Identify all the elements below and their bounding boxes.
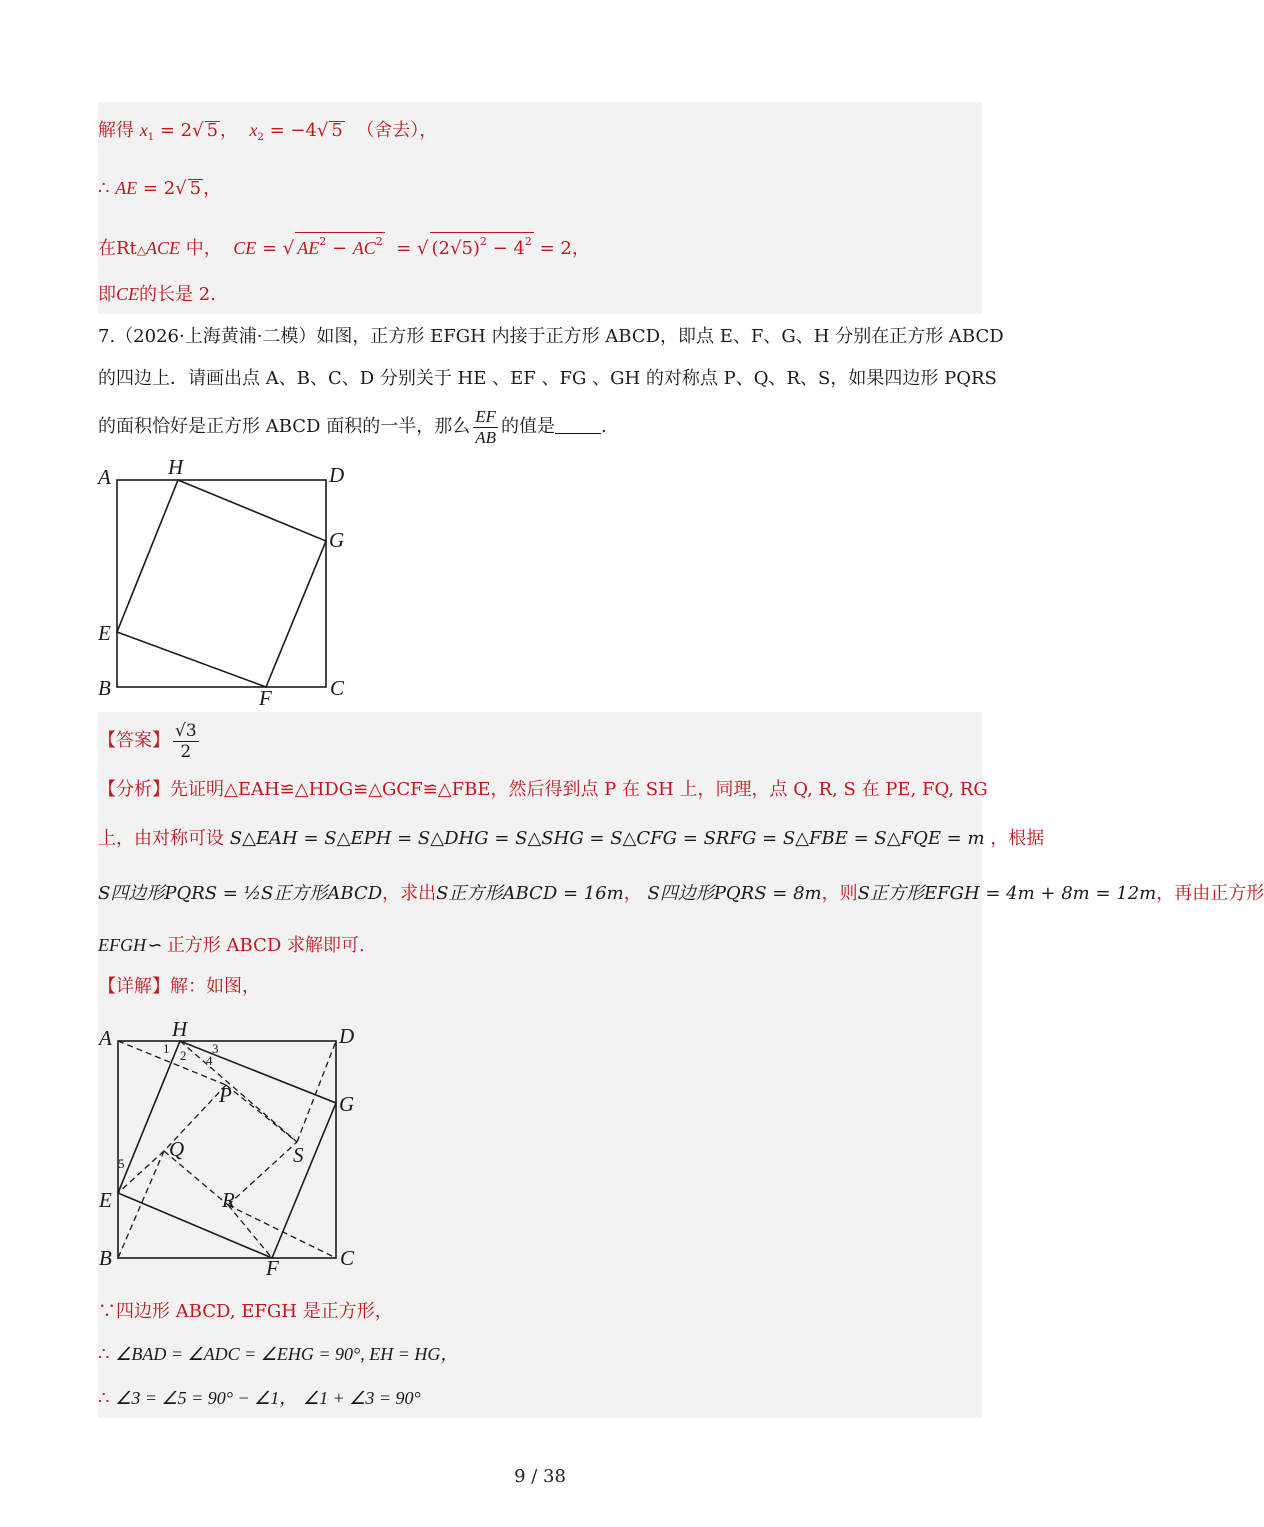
problem-line-2: 的四边上．请画出点 A、B、C、D 分别关于 HE 、EF 、FG 、GH 的对称点 P、Q、R、S，如果四边形 PQRS [98,368,997,389]
label-G-2: G [339,1092,355,1116]
label-C: C [330,676,345,700]
prev-solution-line-1: 解得 $x_1 = 2√$ 5 ， $x_2 = -4√$ 5 （舍去）， [98,120,438,143]
analysis-line-1: 【分析】先证明△EAH≌△HDG≌△GCF≌△FBE，然后得到点 P 在 SH 上，同理，点 Q, R, S 在 PE, FQ, RG [98,779,988,800]
proof-line-3: ∴ ∠3 = ∠5 = 90° − ∠1， ∠1 + ∠3 = 90° [98,1388,421,1409]
square-abcd [117,480,326,687]
label-P: P [219,1083,232,1107]
angle-label-2: 2 [180,1048,187,1063]
label-F-2: F [266,1256,279,1280]
prev-solution-line-2: ∴ AE = 2√ 5 ， [98,178,222,199]
label-R: R [222,1188,235,1212]
label-C-2: C [340,1246,355,1270]
label-F: F [259,686,272,710]
label-D: D [329,463,345,487]
answer-blank [555,417,601,434]
label-E: E [98,621,111,645]
problem-line-3: 的面积恰好是正方形 ABCD 面积的一半，那么 $\frac{EF}{AB}$ 的值是 . [98,406,607,447]
square-efgh [117,480,326,687]
label-A-2: A [99,1026,112,1050]
analysis-line-2: 上，由对称可设 S△EAH = S△EPH = S△DHG = S△SHG = S△CFG = SRFG = S△FBE = S△FQE = m ，根据 [98,828,1045,849]
answer-fraction: $\frac{√3}{2}$ [175,720,197,762]
angle-label-3: 3 [212,1041,219,1056]
prev-solution-line-3: 在Rt△ACE 中， CE = √ $AE^2 - AC^2$ = √ $(2√5)^2 - 4^2 = 2$， [98,232,590,262]
label-D-2: D [339,1024,355,1048]
angle-label-4: 4 [206,1053,213,1068]
analysis-line-3: S四边形PQRS = ½S正方形ABCD，求出S正方形ABCD = 16m， S四边形PQRS = 8m，则S正方形EFGH = 4m + 8m = 12m，再由正方形 [98,883,1264,904]
label-Q: Q [169,1137,185,1161]
detail-line: 【详解】解：如图， [98,976,260,997]
label-H-2: H [172,1017,188,1041]
problem-line-1: 7.（2026·上海黄浦·二模）如图，正方形 EFGH 内接于正方形 ABCD，即点 E、F、G、H 分别在正方形 ABCD [98,326,1004,347]
fraction-ef-ab: $\frac{EF}{AB}$ [475,406,496,447]
angle-label-1: 1 [163,1041,170,1056]
angle-label-5: 5 [118,1156,125,1171]
label-B: B [98,676,111,700]
answer-line: 【答案】 $\frac{√3}{2}$ [98,720,197,762]
label-H: H [168,455,184,479]
proof-line-2: ∴ ∠BAD = ∠ADC = ∠EHG = 90°, EH = HG， [98,1344,459,1365]
label-S: S [293,1143,304,1167]
analysis-line-4: EFGH∽ 正方形 ABCD 求解即可. [98,935,365,956]
label-A: A [98,465,111,489]
label-E-2: E [99,1188,112,1212]
page-number: 9 / 38 [514,1466,566,1487]
label-B-2: B [99,1246,112,1270]
proof-line-1: ∵四边形 ABCD, EFGH 是正方形， [98,1301,393,1322]
prev-solution-line-4: 即CE的长是 2. [98,284,216,305]
label-G: G [329,528,345,552]
